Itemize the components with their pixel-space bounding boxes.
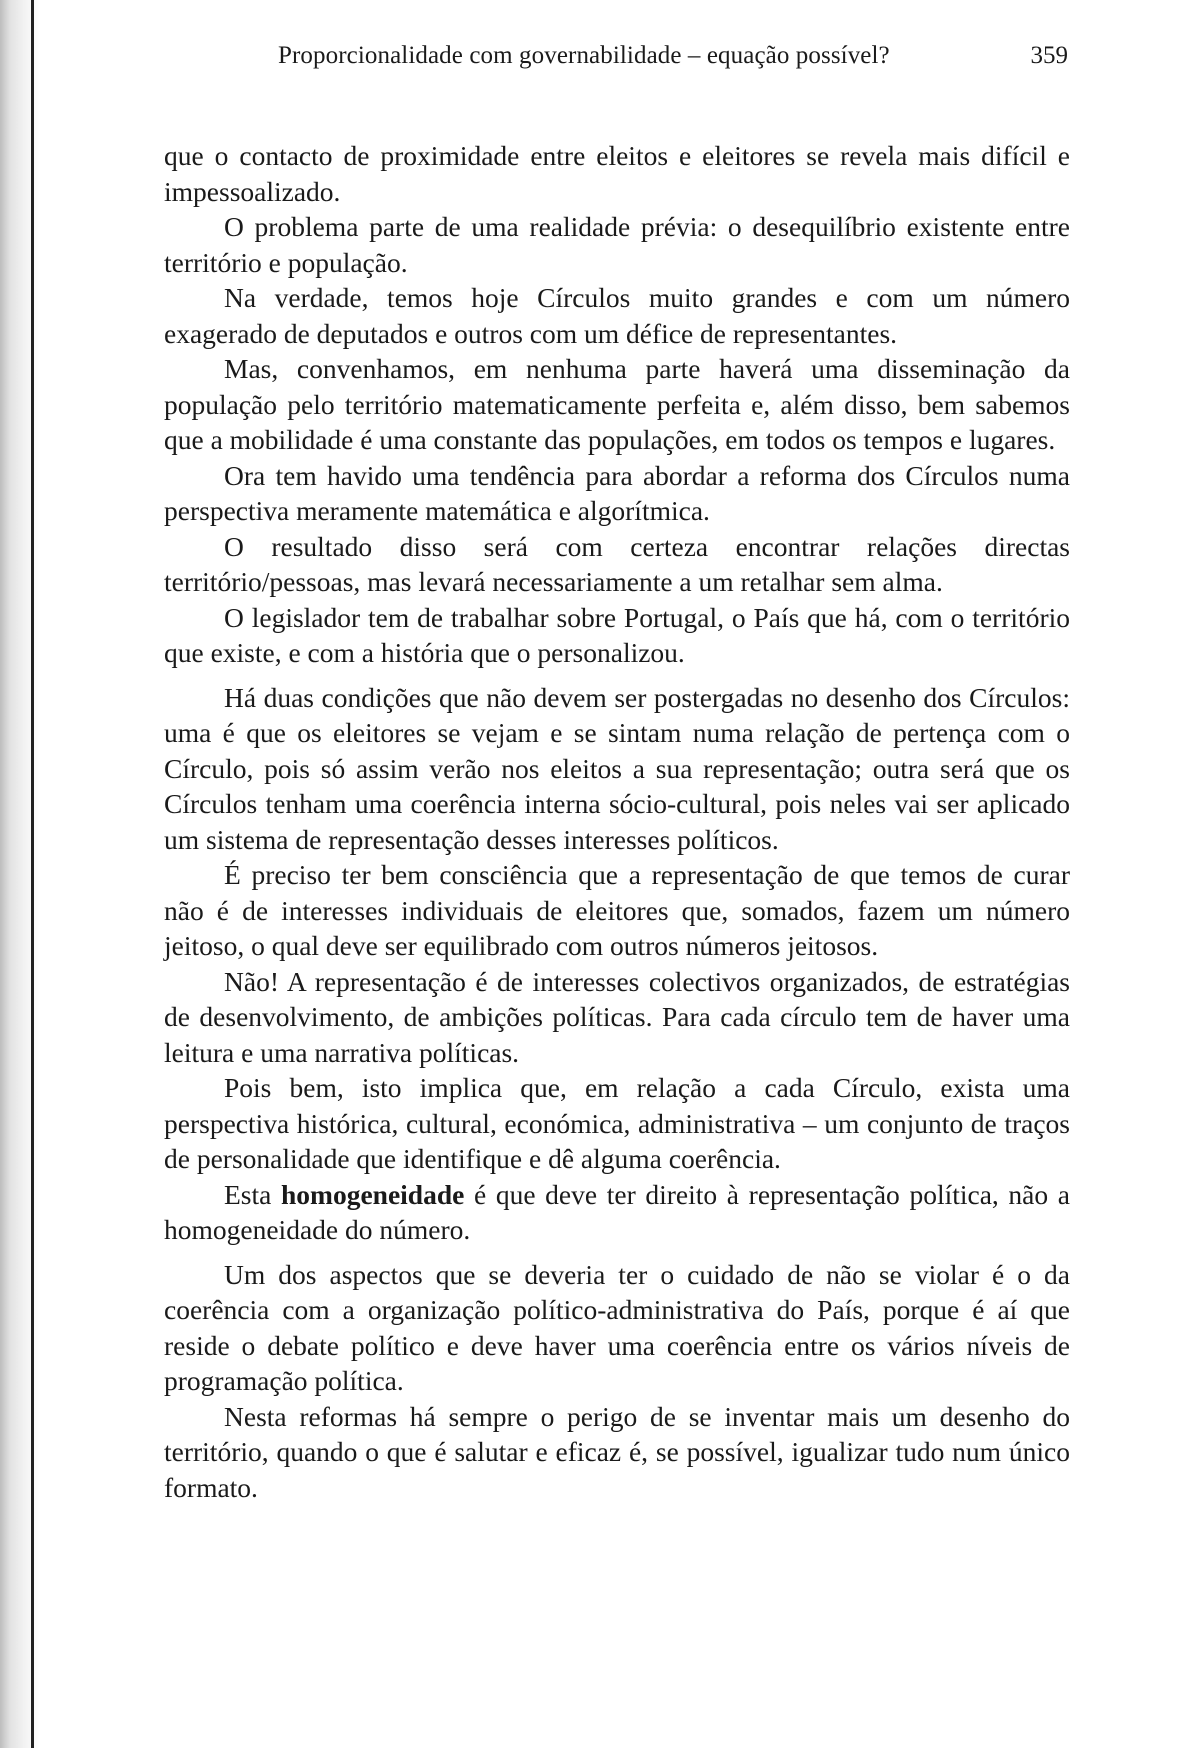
paragraph: Um dos aspectos que se deveria ter o cuidado de não se violar é o da coerência com a organização político-administrativa do País, porque é aí que reside o debate político e deve haver uma coerência entre os vários níveis de programação política. [164, 1258, 1070, 1396]
paragraph: Não! A representação é de interesses colectivos organizados, de estratégias de desenvolvimento, de ambições políticas. Para cada círculo tem de haver uma leitura e uma narrativa políticas. [164, 965, 1070, 1068]
paragraph: Pois bem, isto implica que, em relação a cada Círculo, exista uma perspectiva histórica, cultural, económica, administrativa – um conjunto de traços de personalidade que identifique e dê alguma coerência. [164, 1072, 1070, 1174]
paragraph: Na verdade, temos hoje Círculos muito grandes e com um número exagerado de deputados e outros com um défice de representantes. [164, 282, 1070, 349]
text-run: é que deve ter direito à representação política, não a homogeneidade do número. [164, 1178, 1070, 1245]
binding-edge-line [31, 0, 34, 1748]
running-header [278, 42, 1068, 76]
paragraph: Mas, convenhamos, em nenhuma parte haverá uma disseminação da população pelo território matematicamente perfeita e, além disso, bem sabemos que a mobilidade é uma constante das populações, em todos os tempos e lugares. [164, 353, 1070, 455]
page-number: 359 [1030, 42, 1068, 69]
text-run: Esta [224, 1178, 281, 1210]
paragraph: O resultado disso será com certeza encontrar relações directas território/pessoas, mas levará necessariamente a um retalhar sem alma. [164, 530, 1070, 597]
paragraph: É preciso ter bem consciência que a representação de que temos de curar não é de interesses individuais de eleitores que, somados, fazem um número jeitoso, o qual deve ser equilibrado com outros números jeitosos. [164, 859, 1070, 961]
body-text [164, 138, 1070, 1505]
running-title: Proporcionalidade com governabilidade – equação possível? [278, 42, 890, 69]
paragraph-homogeneidade [164, 1177, 1070, 1248]
emphasis-homogeneidade: homogeneidade [281, 1178, 465, 1210]
paragraph: que o contacto de proximidade entre eleitos e eleitores se revela mais difícil e impessoalizado. [164, 140, 1070, 207]
paragraph: Há duas condições que não devem ser postergadas no desenho dos Círculos: uma é que os eleitores se vejam e se sintam numa relação de pertença com o Círculo, pois só assim verão nos eleitos a sua representação; outra será que os Círculos tenham uma coerência interna sócio-cultural, pois neles vai ser aplicado um sistema de representação desses interesses políticos. [164, 681, 1070, 855]
paragraph: Ora tem havido uma tendência para abordar a reforma dos Círculos numa perspectiva meramente matemática e algorítmica. [164, 459, 1070, 526]
paragraph: O legislador tem de trabalhar sobre Portugal, o País que há, com o território que existe, e com a história que o personalizou. [164, 601, 1070, 668]
paragraph: Nesta reformas há sempre o perigo de se inventar mais um desenho do território, quando o que é salutar e eficaz é, se possível, igualizar tudo num único formato. [164, 1400, 1070, 1503]
paragraph: O problema parte de uma realidade prévia: o desequilíbrio existente entre território e população. [164, 211, 1070, 278]
binding-shadow [0, 0, 40, 1748]
